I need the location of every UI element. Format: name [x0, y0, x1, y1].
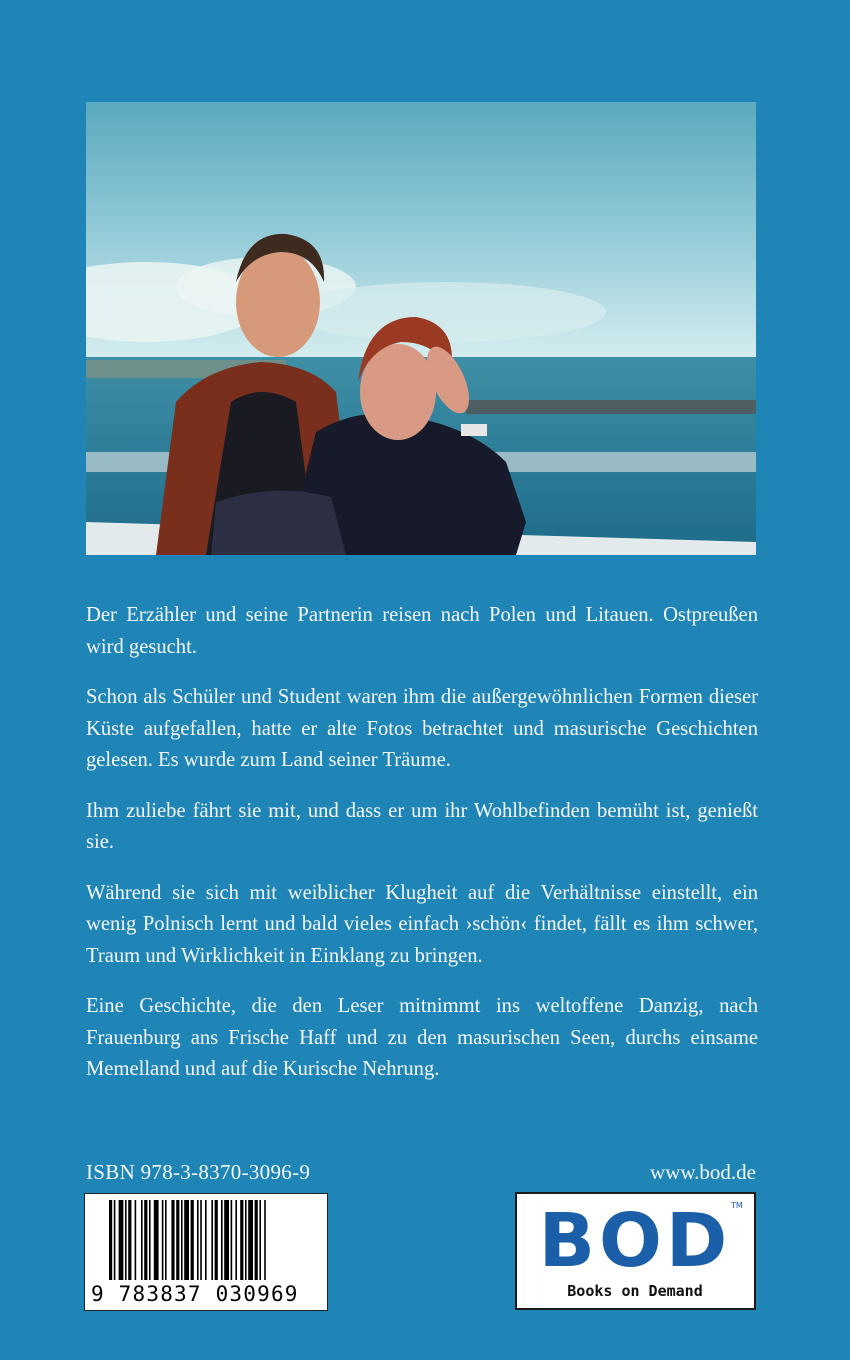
barcode-bar — [176, 1200, 179, 1280]
blurb-paragraph: Ihm zuliebe fährt sie mit, und dass er um ihr Wohlbefinden bemüht ist, genießt sie. — [86, 799, 758, 853]
barcode-bar — [184, 1200, 189, 1280]
barcode-bar — [211, 1200, 213, 1280]
barcode-bar — [114, 1200, 116, 1280]
barcode-digits: 9 783837 030969 — [91, 1282, 299, 1306]
barcode-bar — [221, 1200, 223, 1280]
barcode-bar — [231, 1200, 233, 1280]
bod-logo — [515, 1192, 756, 1310]
isbn-label: ISBN 978-3-8370-3096-9 — [86, 1160, 311, 1184]
trademark-mark: TM — [731, 1201, 743, 1210]
back-cover-blurb — [86, 600, 758, 1105]
barcode-bar — [119, 1200, 124, 1280]
barcode-bar — [200, 1200, 202, 1280]
publisher-url: www.bod.de — [650, 1160, 756, 1184]
barcode-bar — [245, 1200, 247, 1280]
blurb-paragraph: Schon als Schüler und Student waren ihm die außergewöhnlichen Formen dieser Küste aufgefallen, hatte er alte Fotos betrachtet und masurische Geschichten gelesen. Es wurde zum Land seiner Träume. — [86, 686, 758, 771]
barcode-bar — [264, 1200, 266, 1280]
barcode-bar — [128, 1200, 131, 1280]
barcode-bar — [255, 1200, 258, 1280]
barcode-bar — [224, 1200, 229, 1280]
isbn-barcode — [84, 1193, 328, 1311]
cover-photo — [86, 102, 756, 555]
barcode-bar — [154, 1200, 159, 1280]
barcode-bar — [248, 1200, 253, 1280]
barcode-bar — [191, 1200, 194, 1280]
barcode-bar — [240, 1200, 243, 1280]
barcode-bar — [235, 1200, 237, 1280]
barcode-bar — [165, 1200, 167, 1280]
barcode-bar — [109, 1200, 112, 1280]
barcode-bar — [205, 1200, 207, 1280]
barcode-bar — [259, 1200, 261, 1280]
blurb-paragraph: Während sie sich mit weiblicher Klugheit auf die Verhältnisse einstellt, ein wenig Polnisch lernt und bald vieles einfach ›schön‹ findet, fällt es ihm schwer, Traum und Wirklichkeit in Einklang zu bringen. — [86, 881, 758, 967]
barcode-bar — [135, 1200, 137, 1280]
barcode-bar — [141, 1200, 143, 1280]
barcode-bar — [215, 1200, 218, 1280]
bod-tagline: Books on Demand — [567, 1282, 703, 1300]
barcode-bar — [197, 1200, 199, 1280]
barcode-bar — [149, 1200, 151, 1280]
bod-logo-text: BOD — [538, 1198, 732, 1284]
barcode-bar — [171, 1200, 174, 1280]
barcode-bar — [181, 1200, 183, 1280]
blurb-paragraph: Der Erzähler und seine Partnerin reisen nach Polen und Litauen. Ostpreußen wird gesucht. — [86, 604, 758, 658]
blurb-paragraph: Eine Geschichte, die den Leser mitnimmt ins weltoffene Danzig, nach Frauenburg ans Frische Haff und zu den masurischen Seen, durchs einsame Memelland und auf die Kurische Nehrung. — [86, 995, 758, 1080]
barcode-bar — [162, 1200, 164, 1280]
barcode-bar — [125, 1200, 127, 1280]
barcode-bar — [144, 1200, 147, 1280]
